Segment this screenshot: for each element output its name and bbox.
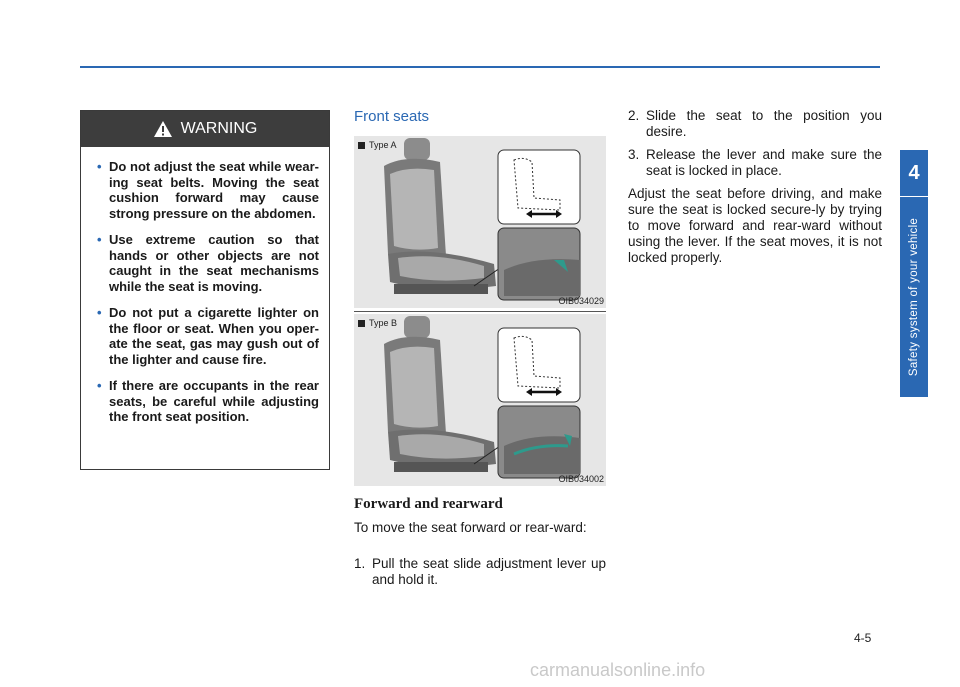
warning-item: • Use extreme caution so that hands or other objects are not caught in the seat mechanisms while the seat is moving. [97, 232, 319, 294]
figure-code: OIB034029 [558, 296, 604, 306]
step-item: 3. Release the lever and make sure the seat is locked in place. [628, 147, 882, 178]
bullet-icon: • [97, 378, 102, 393]
warning-title: WARNING [180, 120, 258, 137]
warning-item: • Do not put a cigarette lighter on the floor or seat. When you oper-ate the seat, gas may gush out of the lighter and cause fire. [97, 305, 319, 367]
figure-type-a [354, 136, 606, 308]
square-bullet-icon [358, 142, 365, 149]
type-label: Type B [358, 318, 397, 328]
figure-divider [354, 311, 606, 312]
chapter-number-tab: 4 [900, 150, 928, 196]
type-label: Type A [358, 140, 397, 150]
step-item: 1. Pull the seat slide adjustment lever up and hold it. [354, 556, 606, 587]
seat-illustration [354, 314, 606, 486]
warning-item: • Do not adjust the seat while wear-ing seat belts. Moving the seat cushion forward may cause strong pressure on the abdomen. [97, 159, 319, 221]
seat-illustration [354, 136, 606, 308]
bullet-icon: • [97, 305, 102, 320]
top-rule [80, 66, 880, 68]
warning-box [80, 110, 330, 470]
figure-code: OIB034002 [558, 474, 604, 484]
chapter-title: Safety system of your vehicle [908, 217, 920, 377]
step-list [354, 556, 606, 588]
warning-triangle-icon [153, 120, 173, 138]
warning-item: • If there are occupants in the rear seats, be careful while adjusting the front seat position. [97, 378, 319, 424]
intro-paragraph: To move the seat forward or rear-ward: [354, 520, 587, 535]
warning-list [81, 147, 329, 425]
warning-header [81, 111, 329, 147]
section-title: Front seats [354, 108, 430, 125]
closing-paragraph: Adjust the seat before driving, and make sure the seat is locked secure-ly by trying to move forward and rear-ward without using the lever. If the seat moves, it is not locked properly. [628, 186, 882, 265]
bullet-icon: • [97, 232, 102, 247]
page-number: 4-5 [854, 631, 872, 645]
square-bullet-icon [358, 320, 365, 327]
figure-type-b [354, 314, 606, 486]
footer-watermark: carmanualsonline.info [530, 660, 706, 680]
right-column [628, 108, 882, 280]
bullet-icon: • [97, 159, 102, 174]
sub-heading: Forward and rearward [354, 496, 503, 512]
step-item: 2. Slide the seat to the position you desire. [628, 108, 882, 139]
